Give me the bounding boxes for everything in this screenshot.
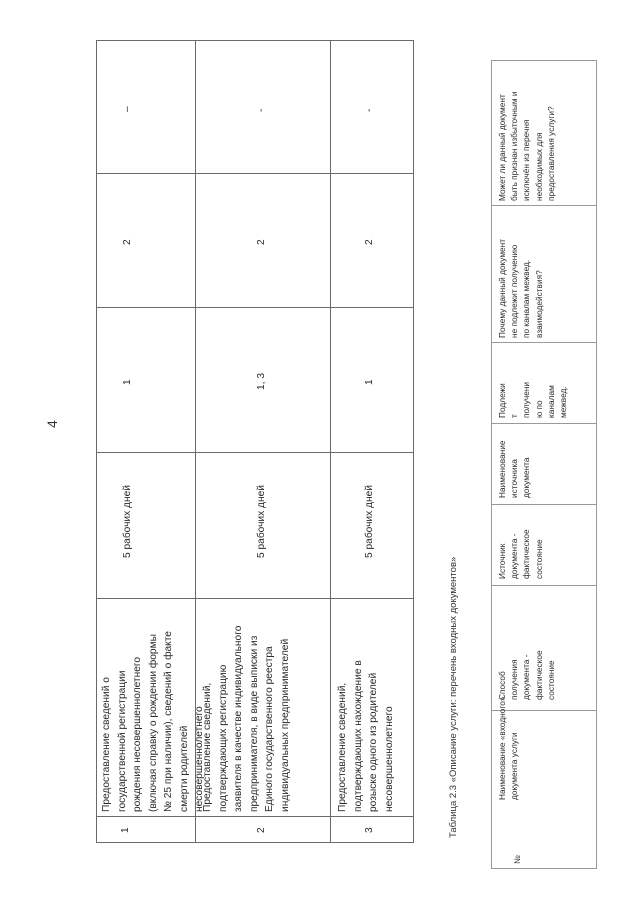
header-number: № (512, 855, 522, 864)
exclude-cell: – (122, 106, 133, 112)
ref-cell: 1 (122, 379, 133, 385)
cause-cell: 2 (122, 239, 133, 245)
cause-cell: 2 (364, 239, 375, 245)
service-description: Предоставление сведений, подтверждающих регистрацию заявителя в качестве индивидуального предпринимателя, в виде выписки из Единого государственного реестра индивидуальных предпринимателей (202, 625, 291, 812)
header-redundant: Может ли данный документ быть признан избыточным и исключён из перечня необходимых для предоставления услуги? (497, 91, 556, 201)
row-number: 2 (256, 827, 267, 833)
header-why-not-interagency: Почему данный документ не подлежит получению по каналам межвед. взаимодействия? (497, 238, 544, 338)
header-source-name: Наименование источника документа (497, 440, 532, 498)
exclude-cell: - (256, 108, 267, 112)
table-caption: Таблица 2.3 «Описание услуги: перечень входных документов» (448, 556, 459, 838)
ref-cell: 1 (364, 379, 375, 385)
header-obtaining-method: Способ получения документа - фактическое состояние (497, 650, 556, 700)
header-interagency: Подлежи т получени ю по каналам межвед. (497, 381, 569, 418)
header-document-name: Наименование «входного» документа услуги (497, 696, 520, 800)
row-number: 1 (120, 827, 131, 833)
exclude-cell: - (364, 108, 375, 112)
term-cell: 5 рабочих дней (364, 485, 375, 558)
service-description: Предоставление сведений о государственной регистрации рождения несовершеннолетнего (включая справку о рождении формы № 25 при наличии), сведений о факте смерти родителей несовершеннолетнего (101, 631, 205, 812)
term-cell: 5 рабочих дней (122, 485, 133, 558)
service-description: Предоставление сведений, подтверждающих нахождение в розыске одного из родителей несовершеннолетнего (337, 660, 395, 812)
term-cell: 5 рабочих дней (256, 485, 267, 558)
row-number: 3 (364, 827, 375, 833)
ref-cell: 1, 3 (256, 373, 267, 390)
page-number: 4 (44, 420, 60, 428)
cause-cell: 2 (256, 239, 267, 245)
header-document-source: Источник документа - фактическое состояние (497, 529, 544, 579)
